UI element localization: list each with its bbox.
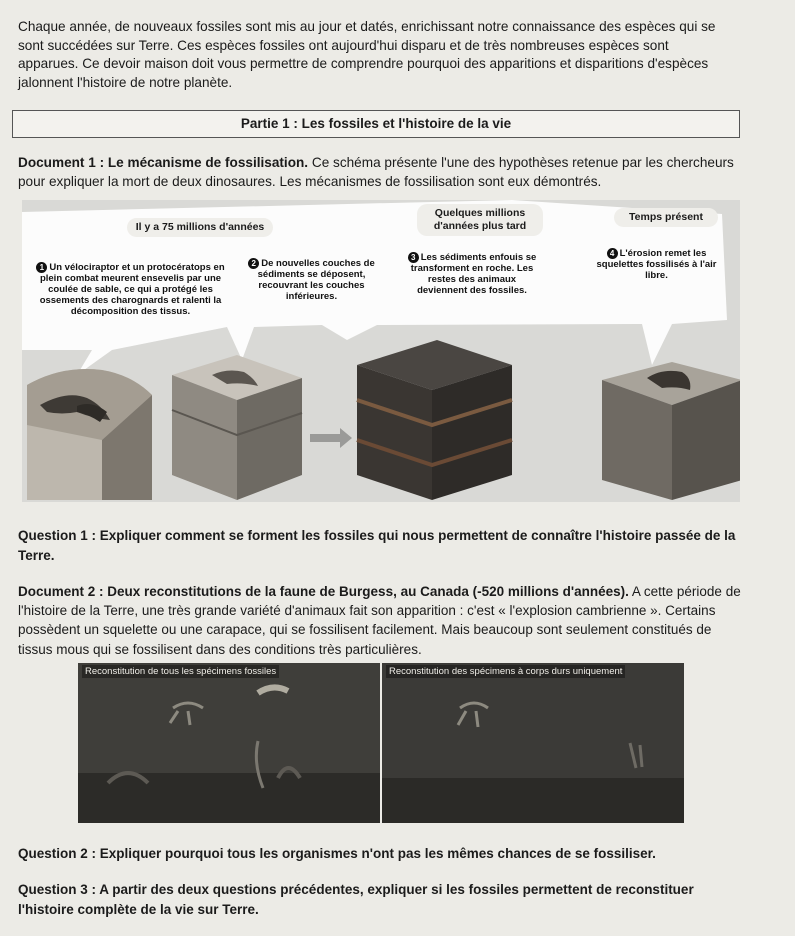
- time-label-75ma: Il y a 75 millions d'années: [127, 218, 273, 237]
- document1-title: Document 1 : Le mécanisme de fossilisation.: [18, 155, 309, 170]
- step-4-label: [594, 248, 719, 281]
- step-3-text: Les sédiments enfouis se transforment en roche. Les restes des animaux deviennent des fossiles.: [410, 252, 537, 296]
- step-4-text: L'érosion remet les squelettes fossilisés à l'air libre.: [596, 248, 717, 281]
- reconstitution-hard-illustration: [382, 663, 684, 823]
- document1-text: Ce schéma présente l'une des hypothèses retenue par les chercheurs pour expliquer la mort de deux dinosaures. Les mécanismes de fossilisation sont eux démontrés.: [18, 155, 734, 189]
- reconstitution-hard-photo: [382, 663, 684, 823]
- step-3-number: 3: [408, 252, 419, 263]
- document2-title: Document 2 : Deux reconstitutions de la faune de Burgess, au Canada (-520 millions d'années).: [18, 584, 629, 599]
- document2-text: A cette période de l'histoire de la Terre, une très grande variété d'animaux fait son apparition : c'est « l'explosion cambrienne ». Certains possèdent un squelette ou une carapace, qui se fossilisent facilement. Mais beaucoup sont seulement constitués de tissus mous qui se fossilisent dans des conditions très particulières.: [18, 584, 741, 657]
- block-3: [357, 340, 512, 500]
- diagram-artwork: [22, 200, 740, 502]
- step-4-number: 4: [607, 248, 618, 259]
- reconstitution-all-photo: [78, 663, 380, 823]
- block-1: [27, 369, 152, 500]
- step-3-label: [402, 252, 542, 296]
- document2-paragraph: [18, 582, 743, 659]
- reconstitution-all-illustration: [78, 663, 380, 823]
- step-1-label: [28, 262, 233, 317]
- step-2-label: [244, 258, 379, 302]
- step-1-number: 1: [36, 262, 47, 273]
- step-1-text: Un vélociraptor et un protocératops en plein combat meurent ensevelis par une coulée de sable, ce qui a protégé les ossements des charognards et ralenti la décomposition des tissus.: [39, 262, 225, 317]
- question-3: Question 3 : A partir des deux questions précédentes, expliquer si les fossiles permettent de reconstituer l'histoire complète de la vie sur Terre.: [18, 882, 694, 917]
- partie-title: Partie 1 : Les fossiles et l'histoire de la vie: [12, 110, 740, 138]
- photo-left-caption: Reconstitution de tous les spécimens fossiles: [82, 665, 279, 678]
- time-label-millions-later: [417, 204, 543, 236]
- time-label-line-2: d'années plus tard: [433, 220, 527, 232]
- time-label-line-1: Quelques millions: [434, 207, 526, 219]
- question-2: Question 2 : Expliquer pourquoi tous les organismes n'ont pas les mêmes chances de se fossiliser.: [18, 846, 656, 861]
- document1-paragraph: [18, 154, 748, 191]
- fossilisation-diagram: [22, 200, 740, 502]
- intro-paragraph: Chaque année, de nouveaux fossiles sont mis au jour et datés, enrichissant notre connaissance des espèces qui se sont succédées sur Terre. Ces espèces fossiles ont aujourd'hui disparu et de très nombreuses espèces sont apparues. Ce devoir maison doit vous permettre de comprendre pourquoi des apparitions et disparitions d'espèces jalonnent l'histoire de notre planète.: [18, 19, 716, 90]
- step-2-text: De nouvelles couches de sédiments se déposent, recouvrant les couches inférieures.: [257, 258, 375, 302]
- question-1: Question 1 : Expliquer comment se forment les fossiles qui nous permettent de connaître l'histoire passée de la Terre.: [18, 528, 736, 563]
- time-label-present: Temps présent: [614, 208, 718, 227]
- photo-right-caption: Reconstitution des spécimens à corps durs uniquement: [386, 665, 625, 678]
- block-2: [172, 355, 302, 500]
- block-4: [602, 362, 740, 500]
- step-2-number: 2: [248, 258, 259, 269]
